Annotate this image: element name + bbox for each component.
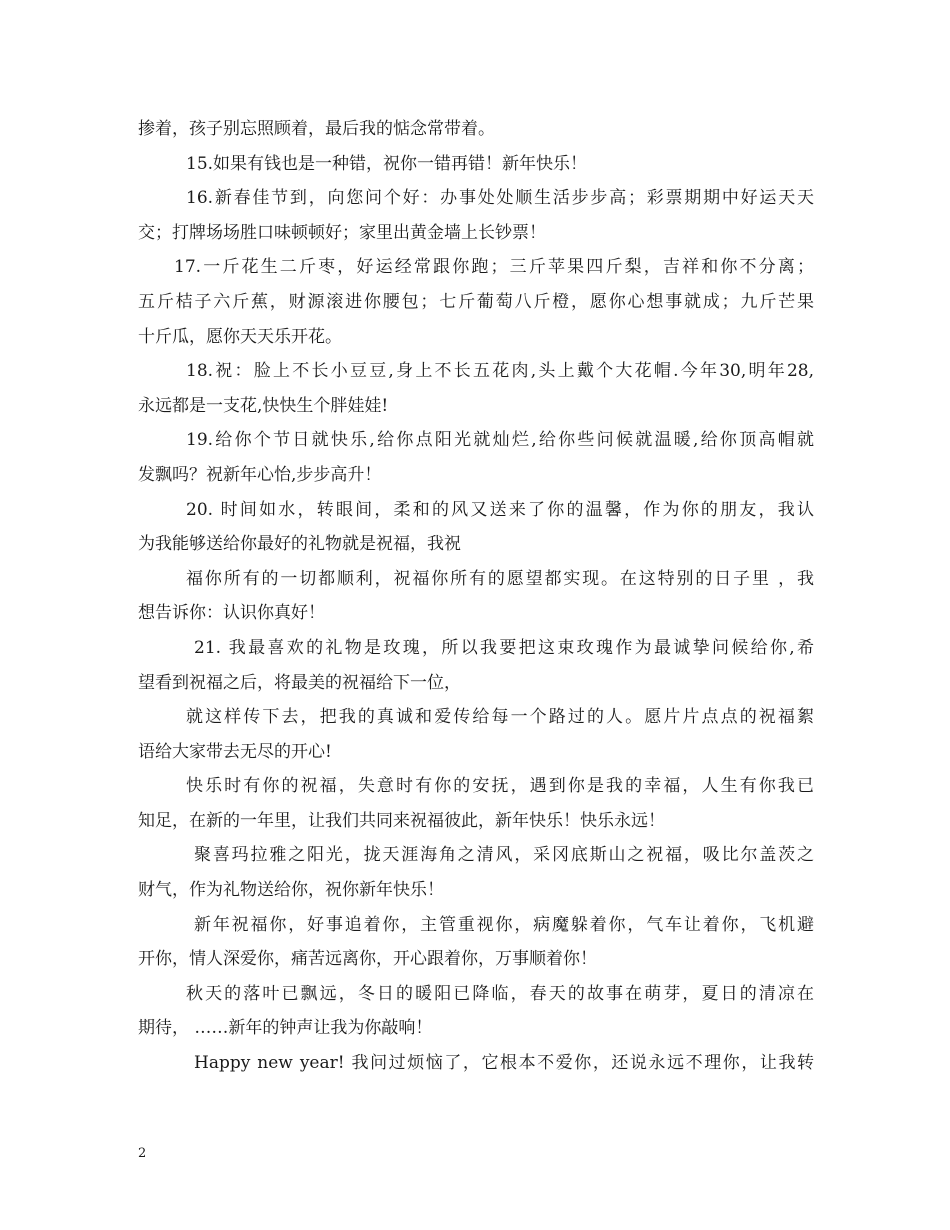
text-line: 交；打牌场场胜口味顿顿好；家里出黄金墙上长钞票！ [138, 222, 546, 243]
text-line: Happy new year! 我问过烦恼了，它根本不爱你，还说永远不理你，让我转 [194, 1053, 814, 1074]
document-body [138, 112, 814, 1081]
text-line: 十斤瓜，愿你天天乐开花。 [138, 326, 342, 347]
text-line: 发飘吗？祝新年心怡,步步高升！ [138, 464, 382, 485]
text-line: 永远都是一支花,快快生个胖娃娃! [138, 395, 389, 416]
text-line: 15.如果有钱也是一种错，祝你一错再错！新年快乐！ [186, 153, 588, 174]
text-line: 新年祝福你，好事追着你，主管重视你，病魔躲着你，气车让着你，飞机避 [194, 914, 814, 935]
text-line: 知足，在新的一年里，让我们共同来祝福彼此，新年快乐！快乐永远！ [138, 810, 665, 831]
text-line: 18.祝：脸上不长小豆豆,身上不长五花肉,头上戴个大花帽.今年30,明年28, [186, 361, 814, 382]
text-line: 开你，情人深爱你，痛苦远离你，开心跟着你，万事顺着你！ [138, 949, 597, 970]
text-line: 17.一斤花生二斤枣，好运经常跟你跑；三斤苹果四斤梨，吉祥和你不分离； [174, 257, 814, 278]
text-line: 福你所有的一切都顺利，祝福你所有的愿望都实现。在这特别的日子里 ，我 [186, 568, 814, 589]
text-line: 五斤桔子六斤蕉，财源滚进你腰包；七斤葡萄八斤橙，愿你心想事就成；九斤芒果 [138, 291, 814, 312]
text-line: 财气，作为礼物送给你，祝你新年快乐！ [138, 880, 444, 901]
text-line: 期待， ……新年的钟声让我为你敲响！ [138, 1018, 433, 1039]
text-line: 20. 时间如水，转眼间，柔和的风又送来了你的温馨，作为你的朋友，我认 [186, 499, 814, 520]
text-line: 掺着，孩子别忘照顾着，最后我的惦念常带着。 [138, 119, 495, 139]
text-line: 21. 我最喜欢的礼物是玫瑰，所以我要把这束玫瑰作为最诚挚问候给你,希 [194, 637, 814, 658]
text-line: 16.新春佳节到，向您问个好：办事处处顺生活步步高；彩票期期中好运天天 [186, 188, 814, 209]
text-line: 想告诉你：认识你真好！ [138, 603, 325, 624]
text-line: 语给大家带去无尽的开心! [138, 741, 332, 762]
text-line: 19.给你个节日就快乐,给你点阳光就灿烂,给你些问候就温暖,给你顶高帽就 [186, 430, 814, 451]
text-line: 快乐时有你的祝福，失意时有你的安抚，遇到你是我的幸福，人生有你我已 [186, 776, 814, 797]
text-line: 秋天的落叶已飘远，冬日的暖阳已降临，春天的故事在萌芽，夏日的清凉在 [186, 983, 814, 1004]
text-line: 为我能够送给你最好的礼物就是祝福，我祝 [138, 534, 461, 555]
text-line: 望看到祝福之后，将最美的祝福给下一位， [138, 672, 461, 693]
page-number: 2 [138, 1146, 147, 1161]
text-line: 就这样传下去，把我的真诚和爱传给每一个路过的人。愿片片点点的祝福絮 [186, 707, 814, 728]
text-line: 聚喜玛拉雅之阳光，拢天涯海角之清风，采冈底斯山之祝福，吸比尔盖茨之 [194, 845, 814, 866]
